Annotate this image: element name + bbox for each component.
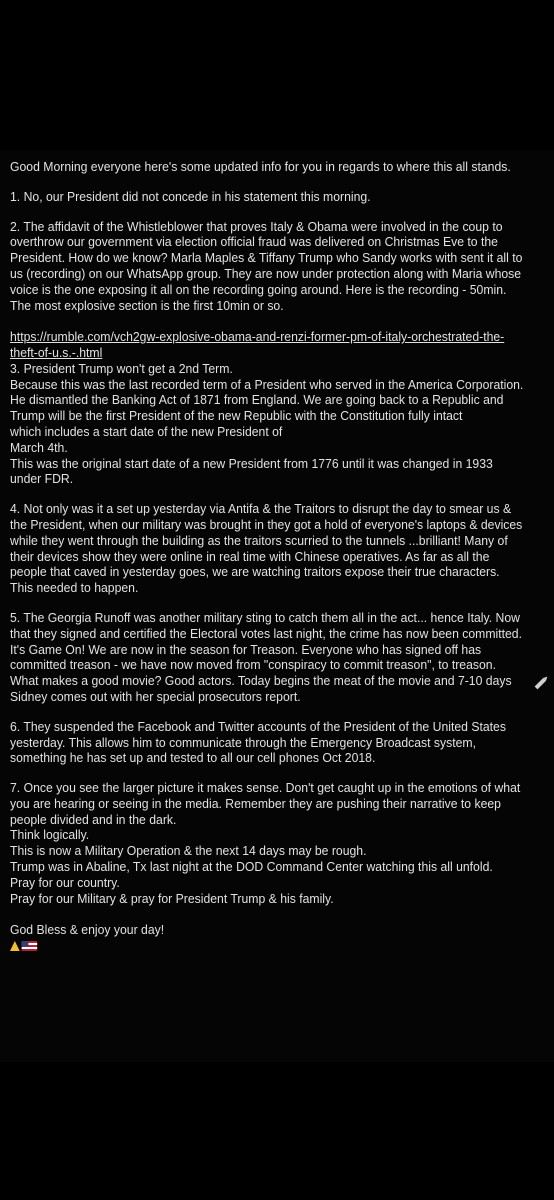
point-1: 1. No, our President did not concede in his statement this morning. <box>10 189 371 204</box>
point-6: 6. They suspended the Facebook and Twitter accounts of the President of the United States yesterday. This allows him to communicate through the Emergency Broadcast system, something he has set up and tested to all our cell phones Oct 2018. <box>10 719 506 766</box>
screenshot-photo <box>0 150 554 1062</box>
point-3: 3. President Trump won't get a 2nd Term. Because this was the last recorded term of a President who served in the America Corporation. He dismantled the Banking Act of 1871 from England. We are going back to a Republic and Trump will be the first President of the new Republic with the Constitution fully intact which includes a start date of the new President of March 4th. This was the original start date of a new President from 1776 until it was changed in 1933 under FDR. <box>10 361 524 487</box>
point-7: 7. Once you see the larger picture it makes sense. Don't get caught up in the emotions of what you are hearing or seeing in the media. Remember they are pushing their narrative to keep people divided and in the dark. Think logically. This is now a Military Operation & the next 14 days may be rough. Trump was in Abaline, Tx last night at the DOD Command Center watching this all unfold. Pray for our country. Pray for our Military & pray for President Trump & his family. <box>10 781 521 906</box>
point-2: 2. The affidavit of the Whistleblower that proves Italy & Obama were involved in the coup to overthrow our government via election official fraud was delivered on Christmas Eve to the President. How do we know? Marla Maples & Tiffany Trump who Sandy works with sent it all to us (recording) on our WhatsApp group. They are now under protection along with Maria whose voice is the one exposing it all on the recording going around. Here is the recording - 50min. The most explosive section is the first 10min or so. <box>10 219 523 313</box>
point-4: 4. Not only was it a set up yesterday via Antifa & the Traitors to disrupt the day to smear us & the President, when our military was brought in they got a hold of everyone's laptops & devices while they went through the building as the traitors scurried to the tunnels ...brilliant! Many of their devices show they were online in real time with Chinese operatives. As far as all the people that caved in yesterday goes, we are watching traitors expose their true characters. This needed to happen. <box>10 502 523 596</box>
praying-emoji-icon <box>10 941 20 951</box>
signoff-line <box>10 907 524 954</box>
signoff-text: God Bless & enjoy your day! <box>10 923 165 938</box>
point-5: 5. The Georgia Runoff was another military sting to catch them all in the act... hence Italy. Now that they signed and certified the Electoral votes last night, the crime has now been committed. It's Game On! We are now in the season for Treason. Everyone who has signed off has committed treason - we have now moved from "conspiracy to commit treason", to treason. What makes a good movie? Good actors. Today begins the meat of the movie and 7-10 days Sidney comes out with her special prosecutors report. <box>10 610 522 704</box>
edit-pencil-icon[interactable] <box>531 673 551 693</box>
rumble-link[interactable]: https://rumble.com/vch2gw-explosive-obama-and-renzi-former-pm-of-italy-orchestrated-the-theft-of-u.s.-.html <box>10 330 505 360</box>
us-flag-icon <box>22 941 38 951</box>
intro-paragraph: Good Morning everyone here's some updated info for you in regards to where this all stands. <box>10 160 511 174</box>
post-text <box>10 160 524 955</box>
